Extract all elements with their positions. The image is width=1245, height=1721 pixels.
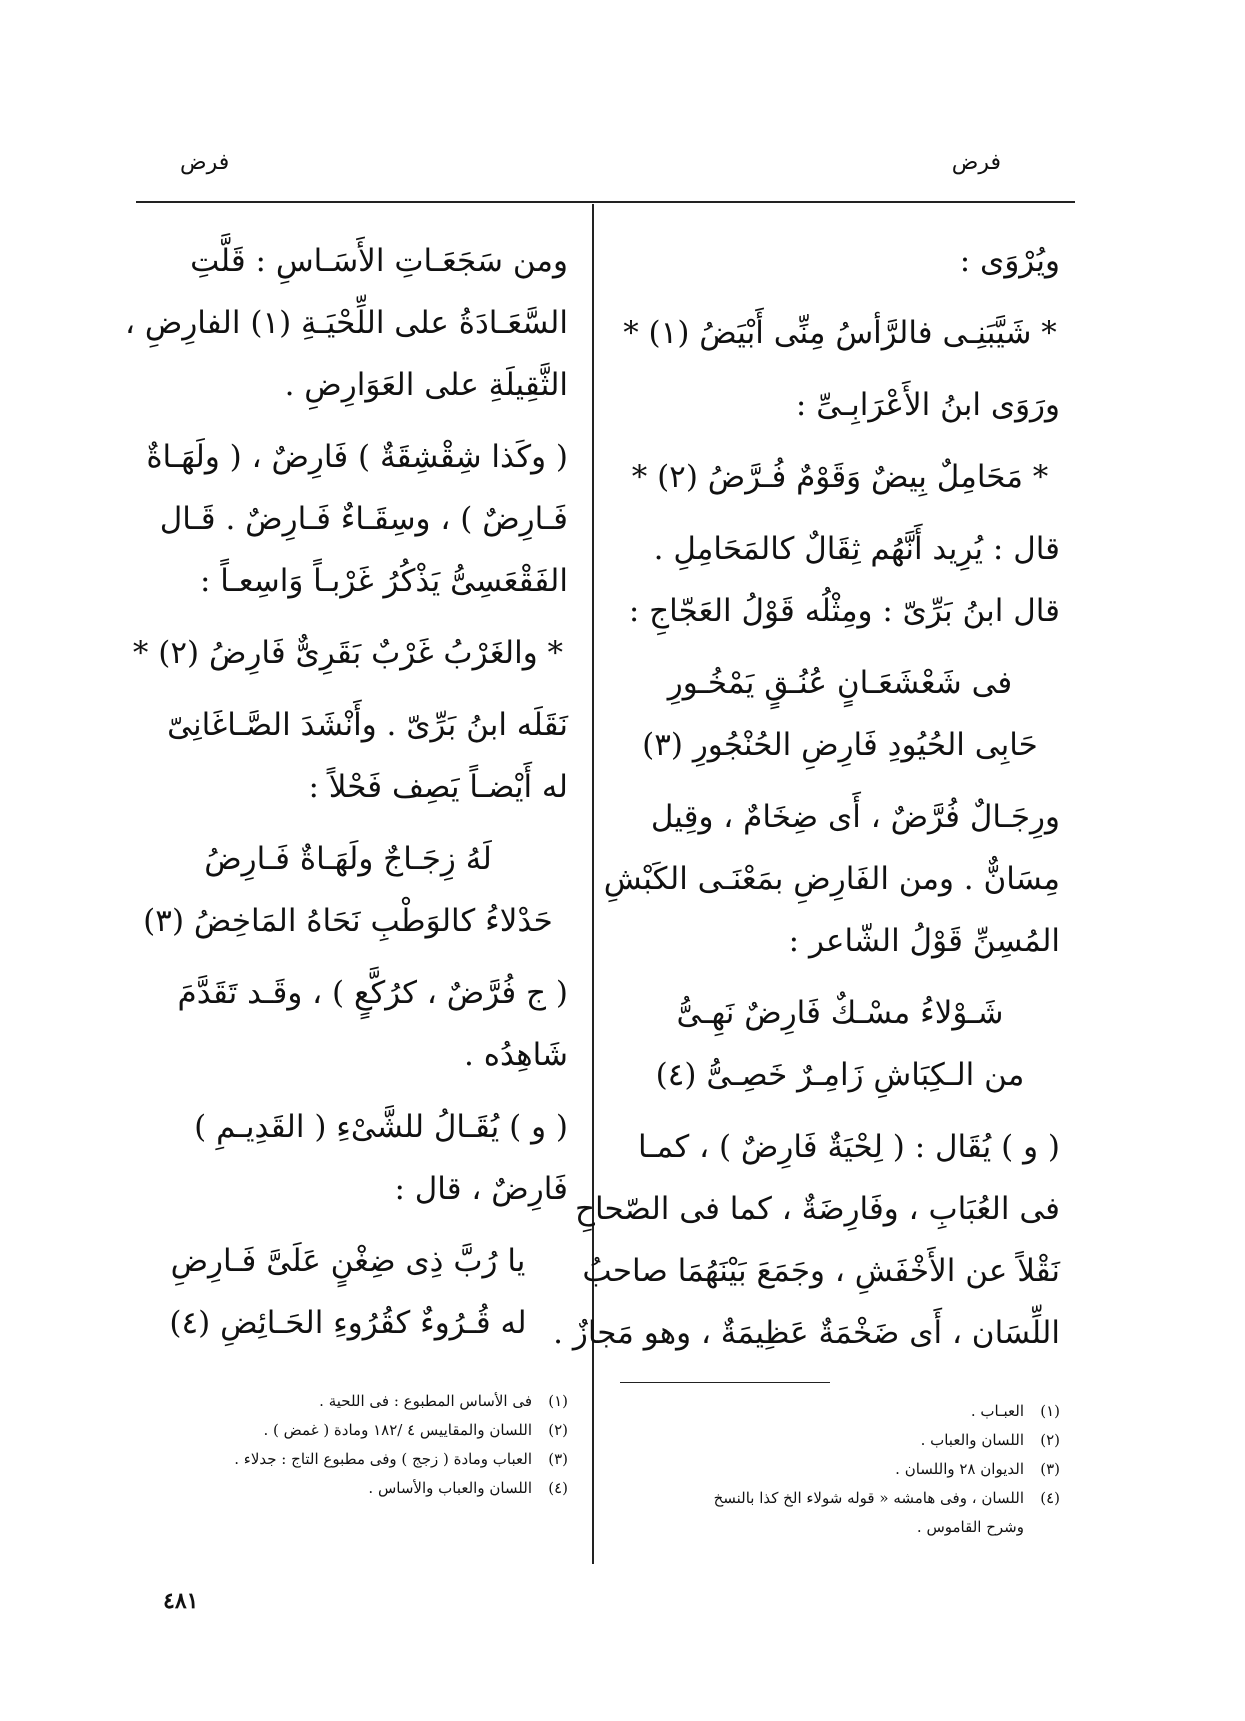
text-line: نَقْلاً عن الأَخْفَشِ ، وجَمَعَ بَيْنَهُمَا صاحبُ [582,1253,1060,1289]
footnote [128,1387,568,1416]
running-header-left: فرض [180,150,230,175]
line-gap [128,818,568,828]
text-line: ( و ) يُقَال : ( لِحْيَةٌ فَارِضٌ ) ، كمـا [638,1129,1060,1165]
line-gap [620,364,1060,374]
line-gap [620,1106,1060,1116]
text-line: اللِّسَان ، أَى ضَخْمَةٌ عَظِيمَةٌ ، وهو مَجازٌ . [553,1315,1060,1351]
footnote-text: فى الأساس المطبوع : فى اللحية . [319,1392,532,1410]
verse-line: من الـكِبَاشِ زَامِـرٌ خَصِـىُّ (٤) [655,1057,1025,1093]
text-line: مِسَانٌّ . ومن الفَارِضِ بمَعْنَـى الكَبْشِ [603,861,1060,897]
footnote-number: (٤) [548,1479,568,1497]
footnote-text: العباب ومادة ( زجج ) وفى مطبوع التاج : جدلاء . [234,1450,532,1468]
text-line: له أَيْضـاً يَصِف فَحْلاً : [308,769,568,805]
footnote [620,1426,1060,1455]
verse-line: * مَحَامِلٌ بِيضٌ وَقَوْمٌ فُـرَّضُ (٢) * [631,459,1049,495]
line-gap [128,416,568,426]
text-line: فى العُبَابِ ، وفَارِضَةٌ ، كما فى الصّحاحِ [575,1191,1060,1227]
text-line: الثَّقِيلَةِ على العَوَارِضِ . [284,367,568,403]
text-line: ورَوَى ابنُ الأَعْرَابِـىِّ : [795,387,1060,423]
left-column [125,230,568,1503]
verse-line: حَدْلاءُ كالوَطْبِ نَحَاهُ المَاخِضُ (٣) [143,903,553,939]
footnote-number: (١) [1040,1402,1060,1420]
footnote-number: (٣) [1040,1460,1060,1478]
line-gap [128,952,568,962]
text-line: نَقَلَه ابنُ بَرِّىّ . وأَنْشَدَ الصَّـاغَانِىّ [167,707,568,743]
verse-line: * شَيَّبَنِـى فالرَّأسُ مِنِّى أَبْيَضُ (١) * [623,315,1057,351]
footnote-number: (٣) [548,1450,568,1468]
footnote [128,1416,568,1445]
running-header-right: فرض [951,150,1001,175]
footnote [620,1397,1060,1426]
line-gap [128,684,568,694]
line-gap [620,436,1060,446]
verse-line: له قُـرُوءٌ كقُرُوءِ الحَـائِضِ (٤) [169,1305,527,1341]
footnote-text: اللسان ، وفى هامشه « قوله شولاء الخ كذا بالنسخ [713,1489,1024,1507]
verse-line: يا رُبَّ ذِى ضِغْنٍ عَلَىَّ فَـارِضِ [170,1243,526,1279]
text-line: المُسِنِّ قَوْلُ الشّاعر : [788,923,1060,959]
text-line: ورِجَـالٌ فُرَّضٌ ، أَى ضِخَامٌ ، وقِيل [650,799,1060,835]
footnote-number: (٤) [1040,1489,1060,1507]
line-gap [620,972,1060,982]
footnote [620,1484,1060,1513]
text-line: شَاهِدُه . [464,1037,568,1073]
footnote-number: (٢) [548,1421,568,1439]
footnote-rule [620,1382,830,1383]
text-line: ( وكَذا شِقْشِقَةٌ ) فَارِضٌ ، ( ولَهَـاةٌ [146,439,568,475]
line-gap [620,776,1060,786]
verse-line: لَهُ زِجَـاجٌ ولَهَـاةٌ فَـارِضُ [204,841,492,877]
verse-line: فى شَعْشَعَـانٍ عُنُـقٍ يَمْخُـورِ [667,665,1013,701]
text-line: ومن سَجَعَـاتِ الأَسَـاسِ : قَلَّتِ [190,243,568,279]
text-line: قال : يُرِيد أَنَّهُم ثِقَالٌ كالمَحَامِلِ . [653,531,1060,567]
verse-line: * والغَرْبُ غَرْبٌ بَقَرِىٌّ فَارِضُ (٢) * [132,635,564,671]
footnote [128,1445,568,1474]
line-gap [620,292,1060,302]
footnote-text: الديوان ٢٨ واللسان . [895,1460,1024,1478]
text-line: السَّعَـادَةُ على اللِّحْيَـةِ (١) الفارِضِ ، [125,305,568,341]
line-gap [128,1220,568,1230]
footnote-text: وشرح القاموس . [916,1518,1024,1536]
footnote [620,1513,1060,1542]
footnote [620,1455,1060,1484]
verse-line: شَـوْلاءُ مسْـكٌ فَارِضٌ نَهِـىُّ [676,995,1004,1031]
page-number: ٤٨١ [163,1588,199,1614]
text-line: ويُرْوَى : [959,243,1060,279]
text-line: ( و ) يُقَـالُ للشَّىْءِ ( القَدِيـمِ ) [194,1109,568,1145]
footnote-text: اللسان والمقاييس ٤ /١٨٢ ومادة ( غمض ) . [263,1421,532,1439]
line-gap [128,612,568,622]
line-gap [620,508,1060,518]
footnote [128,1474,568,1503]
footnote-text: اللسان والعباب والأساس . [368,1479,532,1497]
header-rule [136,201,1075,203]
footnote-text: اللسان والعباب . [920,1431,1024,1449]
text-line: فَـارِضٌ ) ، وسِقَـاءٌ فَـارِضٌ . قَـال [159,501,568,537]
line-gap [620,642,1060,652]
verse-line: حَابِى الحُيُودِ فَارِضِ الحُنْجُورِ (٣) [642,727,1038,763]
text-line: فَارِضٌ ، قال : [394,1171,568,1207]
text-line: ( ج فُرَّضٌ ، كرُكَّعٍ ) ، وقَـد تَقَدَّمَ [177,975,568,1011]
text-line: قال ابنُ بَرِّىّ : ومِثْلُه قَوْلُ العَجّاجِ : [628,593,1060,629]
text-line: الفَقْعَسِىُّ يَذْكُرُ غَرْبـاً وَاسِعـاً : [199,563,568,599]
right-column [553,230,1060,1542]
line-gap [128,1086,568,1096]
footnote-text: العبـاب . [970,1402,1024,1420]
footnote-number: (٢) [1040,1431,1060,1449]
footnote-number: (١) [548,1392,568,1410]
